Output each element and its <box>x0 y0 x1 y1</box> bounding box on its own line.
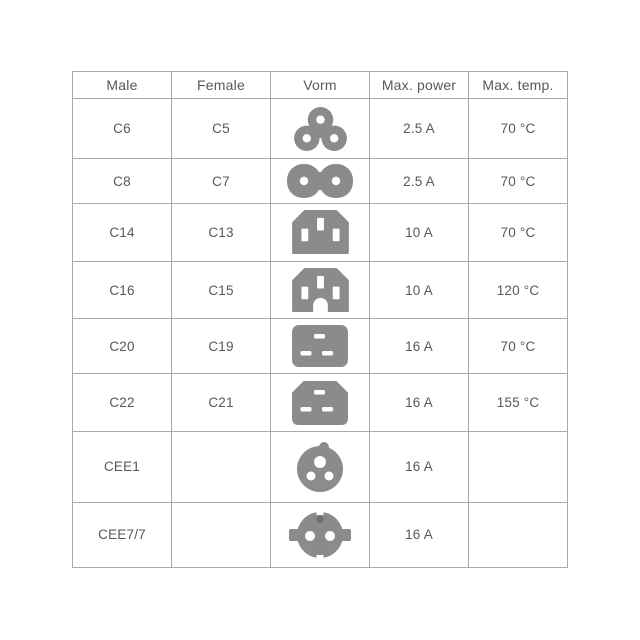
cell-female: C21 <box>172 374 271 432</box>
cell-female: C5 <box>172 99 271 159</box>
column-header-vorm: Vorm <box>271 72 370 99</box>
cell-female: C19 <box>172 319 271 374</box>
table-row <box>73 502 568 567</box>
cell-male: CEE1 <box>73 432 172 502</box>
cell-female: C13 <box>172 204 271 262</box>
c15-c16-notched-connector-icon <box>292 268 349 312</box>
header-row <box>73 72 568 99</box>
table-row <box>73 261 568 319</box>
cell-vorm <box>271 159 370 204</box>
cell-vorm <box>271 374 370 432</box>
cell-max-temp: 70 °C <box>469 319 568 374</box>
cee7-7-schuko-connector-icon <box>289 510 351 560</box>
cell-max-power: 16 A <box>370 374 469 432</box>
cell-vorm <box>271 502 370 567</box>
cell-female <box>172 432 271 502</box>
cell-max-power: 10 A <box>370 261 469 319</box>
c7-c8-figure8-connector-icon <box>287 164 353 198</box>
table-row <box>73 204 568 262</box>
cell-male: C22 <box>73 374 172 432</box>
c13-c14-inlet-connector-icon <box>292 210 349 254</box>
c21-c22-chamfered-connector-icon <box>292 381 348 425</box>
cell-max-temp: 70 °C <box>469 204 568 262</box>
table-row <box>73 432 568 502</box>
column-header-max-temp: Max. temp. <box>469 72 568 99</box>
cell-max-temp: 120 °C <box>469 261 568 319</box>
cell-max-temp: 155 °C <box>469 374 568 432</box>
cell-max-power: 2.5 A <box>370 159 469 204</box>
cell-male: C16 <box>73 261 172 319</box>
cell-vorm <box>271 204 370 262</box>
cell-max-power: 2.5 A <box>370 99 469 159</box>
cell-female <box>172 502 271 567</box>
cell-max-temp <box>469 432 568 502</box>
cell-vorm <box>271 432 370 502</box>
cell-male: CEE7/7 <box>73 502 172 567</box>
connector-spec-table <box>72 71 568 568</box>
column-header-male: Male <box>73 72 172 99</box>
table-row <box>73 374 568 432</box>
cell-vorm <box>271 99 370 159</box>
c19-c20-rect-connector-icon <box>292 325 348 367</box>
cell-max-temp <box>469 502 568 567</box>
cell-female: C15 <box>172 261 271 319</box>
cell-max-power: 10 A <box>370 204 469 262</box>
column-header-female: Female <box>172 72 271 99</box>
cell-female: C7 <box>172 159 271 204</box>
cell-male: C20 <box>73 319 172 374</box>
cell-male: C6 <box>73 99 172 159</box>
column-header-max-power: Max. power <box>370 72 469 99</box>
cell-male: C14 <box>73 204 172 262</box>
table-row <box>73 319 568 374</box>
cell-male: C8 <box>73 159 172 204</box>
cell-max-temp: 70 °C <box>469 99 568 159</box>
cell-vorm <box>271 261 370 319</box>
cell-vorm <box>271 319 370 374</box>
cee1-round-connector-icon <box>295 440 345 494</box>
cell-max-power: 16 A <box>370 502 469 567</box>
cell-max-temp: 70 °C <box>469 159 568 204</box>
table-row <box>73 99 568 159</box>
cell-max-power: 16 A <box>370 319 469 374</box>
table-row <box>73 159 568 204</box>
cell-max-power: 16 A <box>370 432 469 502</box>
c5-c6-cloverleaf-connector-icon <box>293 106 348 152</box>
